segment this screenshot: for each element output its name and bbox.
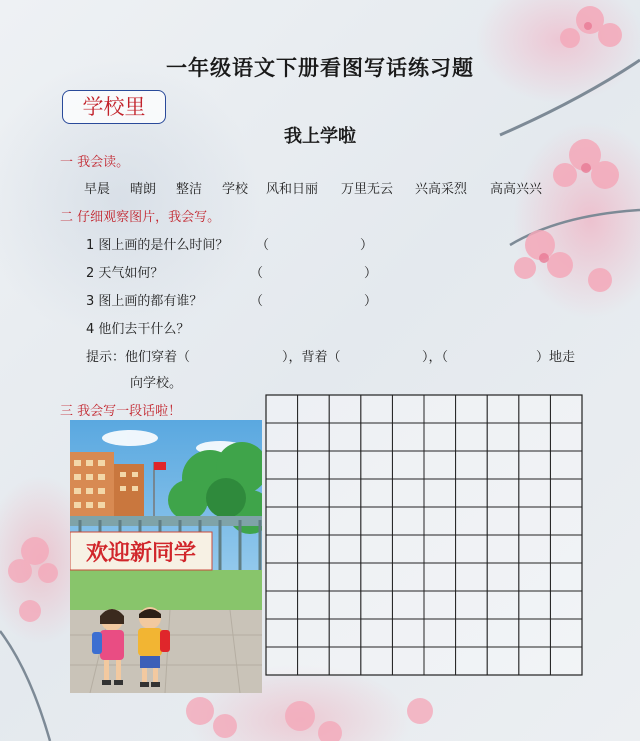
question-3-heading: 三 我会写一段话啦！ <box>60 404 182 419</box>
question-2-item-2: 2 天气如何？ <box>86 266 164 281</box>
word-item: 早晨 <box>84 182 111 197</box>
word-item: 整洁 <box>176 182 203 197</box>
worksheet-title: 一年级语文下册看图写话练习题 <box>166 55 474 80</box>
word-item: 晴朗 <box>130 182 157 197</box>
word-item: 学校 <box>222 182 249 197</box>
word-item: 高高兴兴 <box>490 182 543 197</box>
answer-paren-open: （ <box>250 266 264 281</box>
welcome-banner: 欢迎新同学 <box>85 541 197 566</box>
answer-paren-open: （ <box>256 238 270 253</box>
answer-paren-close: ） <box>360 238 374 253</box>
hint-label: 提示：他们穿着（ <box>86 350 191 365</box>
question-1-heading: 一 我会读。 <box>60 155 130 170</box>
word-item: 万里无云 <box>341 182 394 197</box>
answer-paren-open: （ <box>250 294 264 309</box>
school-illustration <box>70 420 262 693</box>
blossom-decoration-top-right <box>440 0 640 330</box>
hint-mid-1: ），背着（ <box>282 350 341 365</box>
answer-paren-close: ） <box>364 294 378 309</box>
question-2-item-1: 1 图上画的是什么时间？ <box>86 238 229 253</box>
word-item: 兴高采烈 <box>415 182 468 197</box>
answer-paren-close: ） <box>364 266 378 281</box>
lesson-title: 我上学啦 <box>284 126 356 147</box>
question-2-heading: 二 仔细观察图片，我会写。 <box>60 210 221 225</box>
section-badge: 学校里 <box>62 90 166 124</box>
word-item: 风和日丽 <box>266 182 319 197</box>
writing-grid[interactable] <box>265 394 583 676</box>
question-2-item-3: 3 图上画的都有谁？ <box>86 294 203 309</box>
question-2-item-4: 4 他们去干什么？ <box>86 322 190 337</box>
hint-mid-2: ），（ <box>422 350 449 365</box>
hint-line-2: 向学校。 <box>130 376 183 391</box>
hint-end: ）地走 <box>536 350 576 365</box>
